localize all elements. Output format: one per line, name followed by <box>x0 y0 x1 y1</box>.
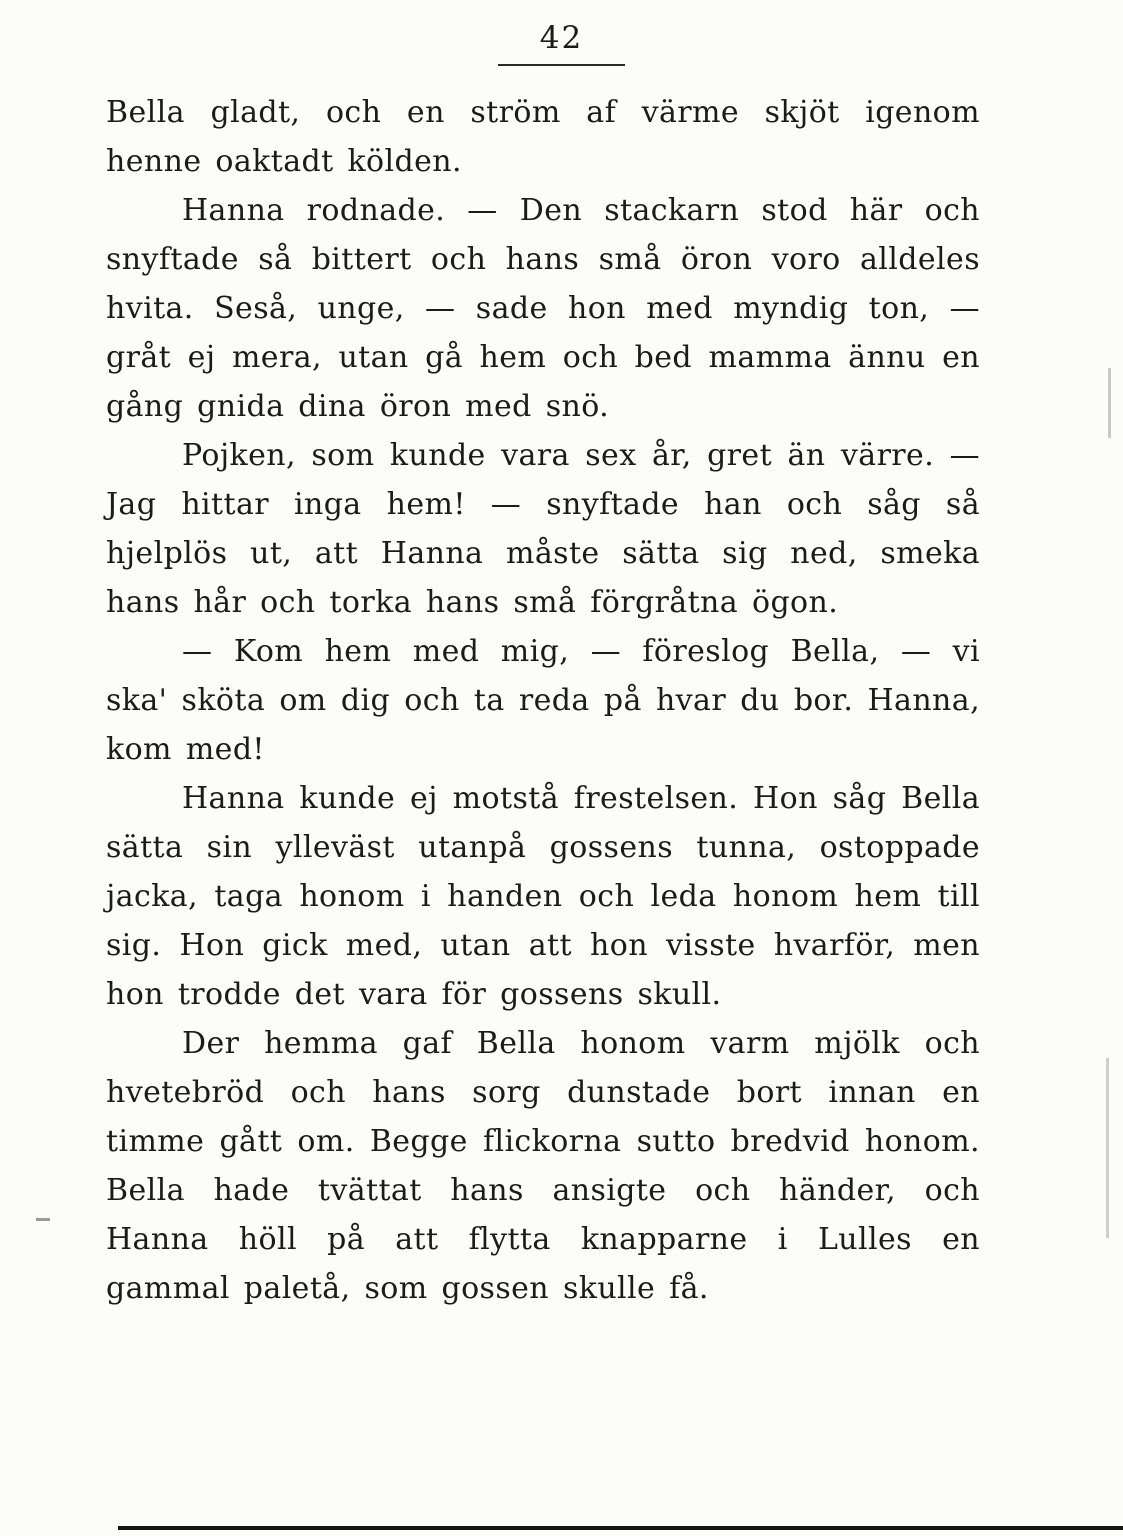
scan-artifact-right-mark <box>1106 1058 1109 1238</box>
paragraph: Pojken, som kunde vara sex år, gret än värre. — Jag hittar inga hem! — snyftade han och såg så hjelplös ut, att Hanna måste sätta sig ned, smeka hans hår och torka hans små förgråtna ögon. <box>106 438 980 620</box>
paragraph: — Kom hem med mig, — föreslog Bella, — vi ska' sköta om dig och ta reda på hvar du bor. Hanna, kom med! <box>106 634 980 767</box>
paragraph: Hanna rodnade. — Den stackarn stod här och snyftade så bittert och hans små öron voro alldeles hvita. Seså, unge, — sade hon med myndig ton, — gråt ej mera, utan gå hem och bed mamma ännu en gång gnida dina öron med snö. <box>106 193 980 424</box>
page-number: 42 <box>498 20 625 66</box>
paragraph: Der hemma gaf Bella honom varm mjölk och hvetebröd och hans sorg dunstade bort innan en timme gått om. Begge flickorna sutto bredvid honom. Bella hade tvättat hans ansigte och händer, och Hanna höll på att flytta knapparne i Lulles en gammal paletå, som gossen skulle få. <box>106 1026 980 1306</box>
page-header <box>0 20 1123 66</box>
body-text <box>106 88 980 1313</box>
paragraph: Bella gladt, och en ström af värme skjöt igenom henne oaktadt kölden. <box>106 95 980 179</box>
paragraph: Hanna kunde ej motstå frestelsen. Hon såg Bella sätta sin ylleväst utanpå gossens tunna, ostoppade jacka, taga honom i handen och leda honom hem till sig. Hon gick med, utan att hon visste hvarför, men hon trodde det vara för gossens skull. <box>106 781 980 1012</box>
scan-artifact-left-dash <box>36 1218 50 1221</box>
scan-artifact-bottom-edge <box>118 1526 1123 1530</box>
scan-artifact-right-mark <box>1108 368 1111 438</box>
